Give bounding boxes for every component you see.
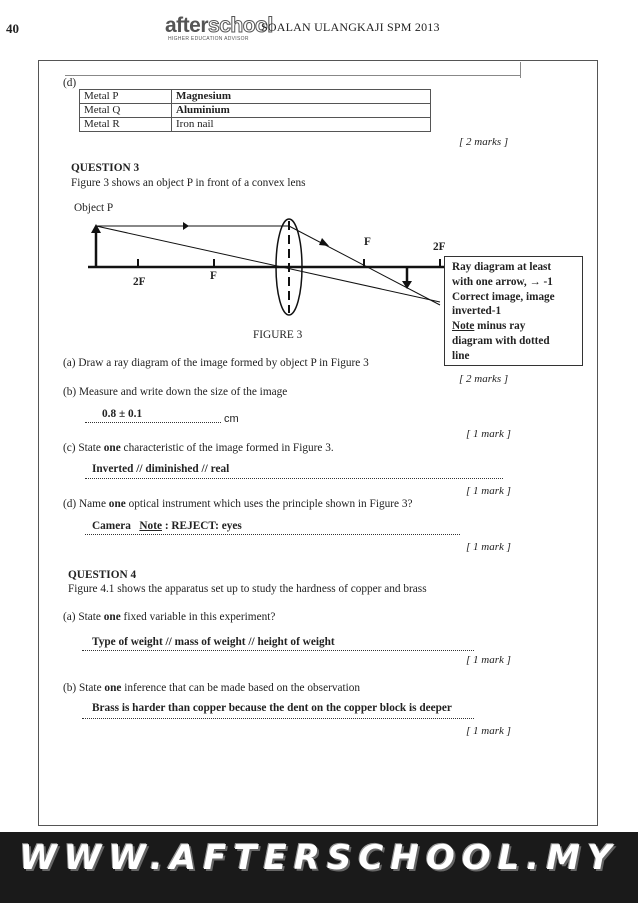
question-4b [63, 682, 360, 694]
q-text: fixed variable in this experiment? [120, 611, 276, 623]
question-4-heading: QUESTION 4 [68, 569, 137, 581]
question-3-heading: QUESTION 3 [71, 162, 140, 174]
marks: [ 2 marks ] [459, 373, 509, 385]
metal-cell: Metal R [80, 118, 172, 132]
question-3d [63, 498, 413, 510]
page-number: 40 [6, 21, 19, 36]
q-text: optical instrument which uses the principle shown in Figure 3? [125, 498, 413, 510]
marks: [ 1 mark ] [466, 654, 511, 666]
marks: [ 2 marks ] [459, 136, 509, 148]
figure-caption: FIGURE 3 [253, 329, 303, 341]
note-line: diagram with dotted [452, 334, 550, 347]
answer-line [82, 650, 474, 651]
note-line: Ray diagram at least [452, 261, 552, 273]
ray-arrow [183, 222, 189, 230]
marking-note-box [444, 256, 583, 366]
marks: [ 1 mark ] [466, 485, 511, 497]
question-3b: (b) Measure and write down the size of the image [63, 386, 288, 398]
note-label: Note [452, 320, 475, 333]
answer-part: Camera [92, 520, 131, 532]
answer-line [85, 422, 221, 423]
question-3c [63, 442, 334, 454]
answer-unit: cm [224, 413, 239, 425]
label-2f-left: 2F [133, 276, 146, 288]
question-4a [63, 611, 275, 623]
answer-cell: Iron nail [172, 118, 431, 132]
q-bold: one [103, 442, 121, 454]
answer-line [82, 718, 474, 719]
q-bold: one [104, 682, 122, 694]
image-arrow-head [402, 281, 412, 289]
q-bold: one [103, 611, 121, 623]
q-text: (d) Name [63, 498, 109, 510]
answer-line [85, 534, 460, 535]
note-line: line [452, 349, 470, 362]
marks: [ 1 mark ] [466, 428, 511, 440]
metal-cell: Metal Q [80, 104, 172, 118]
metal-cell: Metal P [80, 90, 172, 104]
label-2f-right: 2F [433, 241, 446, 253]
answer-line [85, 478, 503, 479]
logo-main: after [165, 14, 209, 37]
answer-4b: Brass is harder than copper because the dent on the copper block is deeper [92, 702, 452, 714]
q-text: (a) State [63, 611, 104, 623]
note-line: inverted-1 [452, 305, 502, 318]
q-text: (b) State [63, 682, 105, 694]
answer-note: Note [139, 520, 162, 532]
note-line: Correct image, image [452, 290, 555, 303]
object-arrow-head [91, 224, 101, 233]
answer-part: : REJECT: eyes [164, 520, 242, 532]
note-line-wrapper [452, 319, 578, 334]
ray-arrow [319, 238, 329, 246]
q-text: (c) State [63, 442, 104, 454]
header-title: SOALAN ULANGKAJI SPM 2013 [261, 20, 440, 34]
question-3-intro: Figure 3 shows an object P in front of a convex lens [71, 177, 306, 189]
part-d-label: (d) [63, 77, 77, 89]
answer-3b: 0.8 ± 0.1 [102, 408, 143, 420]
note-line: with one arrow, → -1 [452, 275, 553, 288]
answer-cell: Aluminium [172, 104, 431, 118]
note-line: minus ray [477, 320, 526, 333]
centre-ray [96, 226, 440, 302]
label-f-right: F [364, 236, 371, 248]
answer-cell: Magnesium [172, 90, 431, 104]
object-label: Object P [74, 202, 114, 214]
question-4-intro: Figure 4.1 shows the apparatus set up to study the hardness of copper and brass [68, 583, 427, 595]
answer-3d [92, 520, 242, 532]
logo-tagline: HIGHER EDUCATION ADVISOR [168, 36, 249, 42]
footer-url: WWW.AFTERSCHOOL.MY [19, 838, 619, 878]
label-f-left: F [210, 270, 217, 282]
q-bold: one [108, 498, 126, 510]
question-3a: (a) Draw a ray diagram of the image formed by object P in Figure 3 [63, 357, 369, 369]
q-text: characteristic of the image formed in Figure 3. [120, 442, 334, 454]
answer-3c: Inverted // diminished // real [92, 463, 230, 475]
marks: [ 1 mark ] [466, 541, 511, 553]
answer-4a: Type of weight // mass of weight // height of weight [92, 636, 335, 648]
marks: [ 1 mark ] [466, 725, 511, 737]
q-text: inference that can be made based on the observation [121, 682, 361, 694]
logo-outline: school [208, 14, 273, 37]
